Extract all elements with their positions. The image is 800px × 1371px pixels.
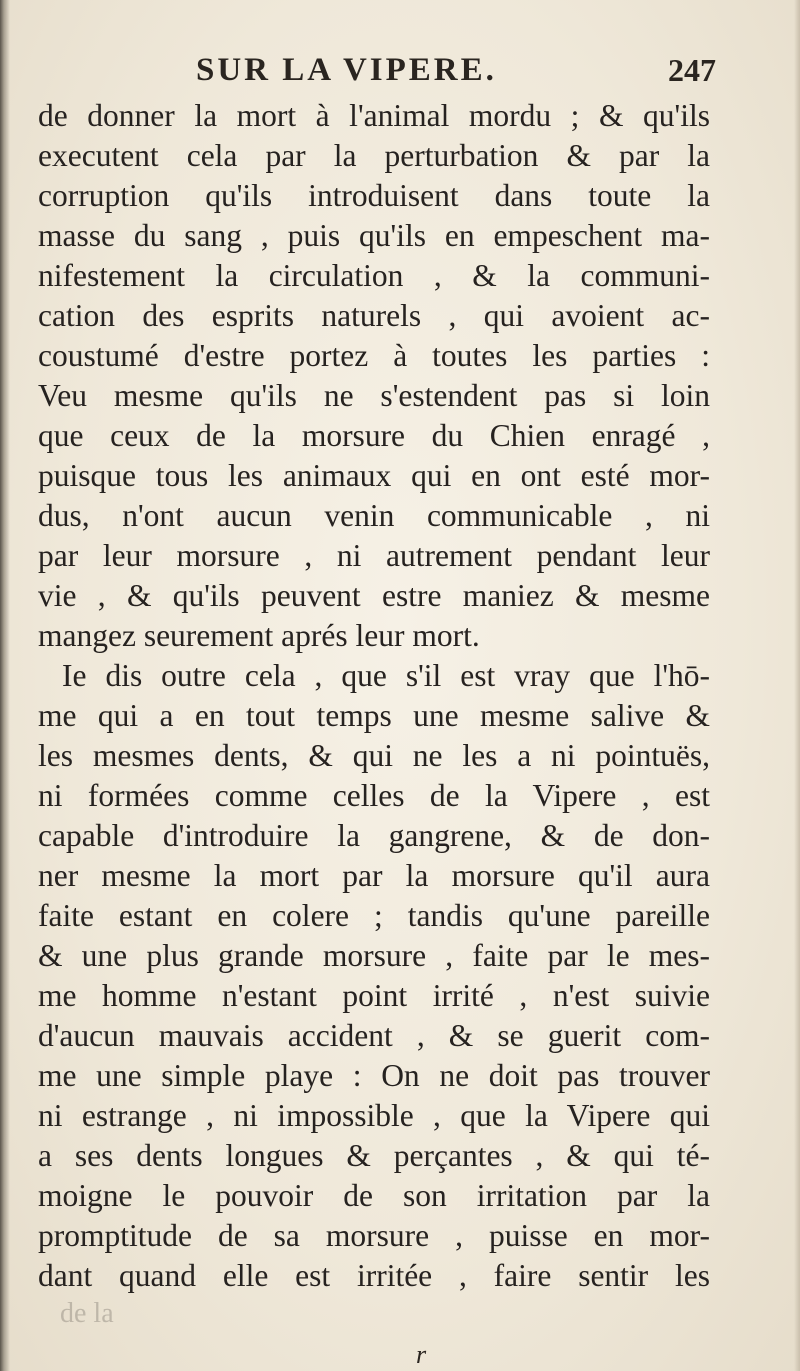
running-head (196, 48, 716, 92)
running-head-title: SUR LA VIPERE. (196, 52, 497, 88)
text-line: me qui a en tout temps une mesme salive & (38, 698, 710, 733)
page-gutter-shadow (0, 0, 10, 1371)
text-line: puisque tous les animaux qui en ont esté mor- (38, 458, 710, 493)
text-line: & une plus grande morsure , faite par le mes- (38, 938, 710, 973)
text-line: dus, n'ont aucun venin communicable , ni (38, 498, 710, 533)
catchword-bleedthrough: de la (60, 1298, 114, 1329)
text-line: me homme n'estant point irrité , n'est suivie (38, 978, 710, 1013)
text-line: a ses dents longues & perçantes , & qui té- (38, 1138, 710, 1173)
text-line: promptitude de sa morsure , puisse en mor- (38, 1218, 710, 1253)
body-text (38, 96, 710, 1296)
text-line: par leur morsure , ni autrement pendant leur (38, 538, 710, 573)
text-line: nifestement la circulation , & la communi- (38, 258, 710, 293)
page-edge (794, 0, 800, 1371)
text-line: que ceux de la morsure du Chien enragé , (38, 418, 710, 453)
text-line: masse du sang , puis qu'ils en empeschent ma- (38, 218, 710, 253)
text-line: de donner la mort à l'animal mordu ; & qu'ils (38, 98, 710, 133)
text-line: mangez seurement aprés leur mort. (38, 618, 480, 653)
text-line-paragraph-start: Ie dis outre cela , que s'il est vray que l'hō- (62, 658, 710, 693)
text-line: cation des esprits naturels , qui avoient ac- (38, 298, 710, 333)
text-line: les mesmes dents, & qui ne les a ni pointuës, (38, 738, 710, 773)
text-line: ner mesme la mort par la morsure qu'il aura (38, 858, 710, 893)
text-line: Veu mesme qu'ils ne s'estendent pas si loin (38, 378, 710, 413)
text-line: me une simple playe : On ne doit pas trouver (38, 1058, 710, 1093)
text-line: ni estrange , ni impossible , que la Vipere qui (38, 1098, 710, 1133)
text-line: vie , & qu'ils peuvent estre maniez & mesme (38, 578, 710, 613)
page-number: 247 (668, 52, 716, 88)
text-line: executent cela par la perturbation & par la (38, 138, 710, 173)
text-line: dant quand elle est irritée , faire sentir les (38, 1258, 710, 1293)
text-line: corruption qu'ils introduisent dans toute la (38, 178, 710, 213)
text-line: faite estant en colere ; tandis qu'une pareille (38, 898, 710, 933)
text-line: coustumé d'estre portez à toutes les parties : (38, 338, 710, 373)
text-line: capable d'introduire la gangrene, & de don- (38, 818, 710, 853)
text-line: ni formées comme celles de la Vipere , est (38, 778, 710, 813)
signature-mark: r (416, 1340, 427, 1369)
text-line: moigne le pouvoir de son irritation par la (38, 1178, 710, 1213)
text-line: d'aucun mauvais accident , & se guerit com- (38, 1018, 710, 1053)
